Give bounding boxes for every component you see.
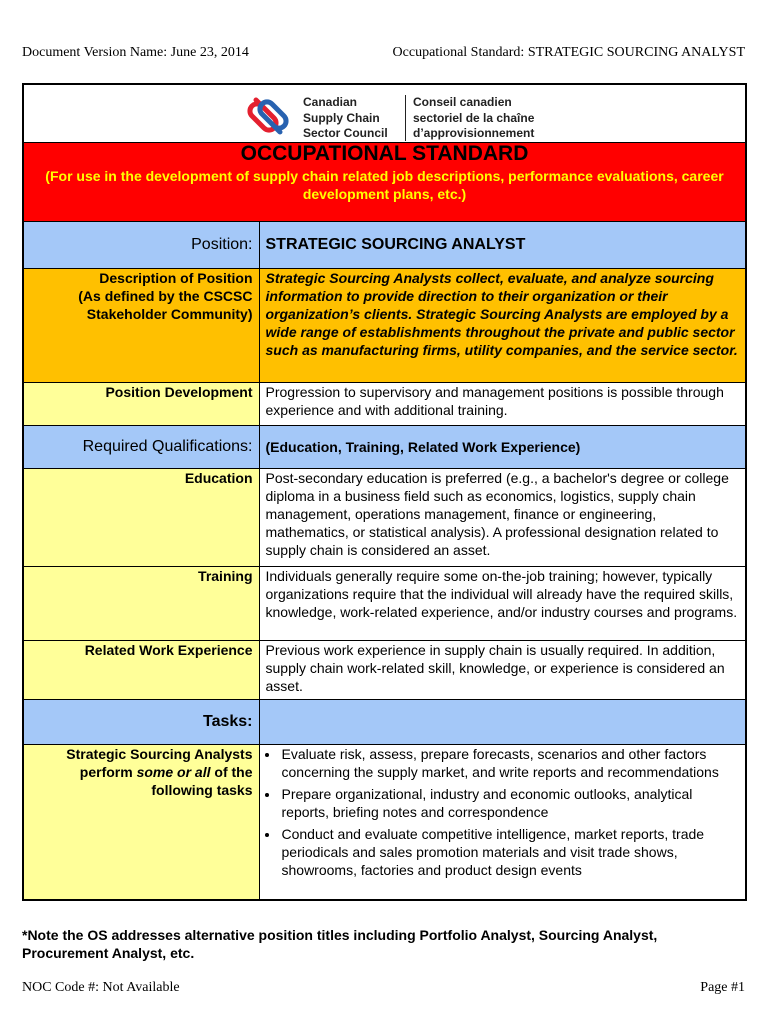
development-label: Position Development	[23, 383, 259, 426]
council-name-fr-line: sectoriel de la chaîne	[413, 110, 535, 125]
footer-page-number: Page #1	[700, 980, 745, 995]
council-name-fr-line: Conseil canadien	[413, 95, 512, 109]
education-label: Education	[23, 469, 259, 567]
work-experience-label: Related Work Experience	[23, 641, 259, 700]
required-qualifications-label: Required Qualifications:	[23, 426, 259, 469]
header-occupational-standard: Occupational Standard: STRATEGIC SOURCING ANALYST	[392, 45, 745, 60]
alternative-titles-note: *Note the OS addresses alternative position titles including Portfolio Analyst, Sourcing Analyst, Procurement Analyst, etc.	[22, 927, 658, 961]
tasks-value	[259, 700, 746, 745]
task-list	[266, 745, 740, 879]
task-item: • Evaluate risk, assess, prepare forecasts, scenarios and other factors concerning the supply market, and write reports and recommendations	[280, 745, 740, 781]
training-row	[23, 567, 746, 641]
position-row	[23, 222, 746, 269]
council-name-en-line: Supply Chain	[303, 110, 380, 125]
council-name-en-line: Sector Council	[303, 126, 388, 140]
required-qualifications-row	[23, 426, 746, 469]
required-qualifications-value: (Education, Training, Related Work Experience)	[259, 426, 746, 469]
development-value: Progression to supervisory and management positions is possible through experience and with additional training.	[259, 383, 746, 426]
task-item: • Prepare organizational, industry and economic outlooks, analytical reports, briefing notes and correspondence	[280, 785, 740, 821]
task-list-label-emphasis: some or all	[136, 764, 211, 780]
footer-noc-code: NOC Code #: Not Available	[22, 980, 180, 995]
banner-subtitle: (For use in the development of supply chain related job descriptions, performance evaluations, career development plans, etc.)	[45, 168, 724, 202]
header-document-version: Document Version Name: June 23, 2014	[22, 45, 249, 60]
task-list-label	[23, 745, 259, 901]
task-list-value	[259, 745, 746, 901]
description-label	[23, 269, 259, 383]
description-label-title: Description of Position	[99, 270, 253, 286]
council-name-french	[413, 95, 534, 142]
tasks-row	[23, 700, 746, 745]
description-label-note: (As defined by the CSCSC Stakeholder Community)	[78, 288, 253, 322]
education-value: Post-secondary education is preferred (e.g., a bachelor's degree or college diploma in a business field such as economics, logistics, supply chain management, operations management, finance or engineering, mathematics, or statistical analysis). A professional designation related to supply chain is considered an asset.	[259, 469, 746, 567]
banner-row	[23, 143, 746, 222]
task-list-label-b: of the following tasks	[151, 764, 253, 798]
work-experience-value: Previous work experience in supply chain is usually required. In addition, supply chain work-related skill, knowledge, or experience is considered an asset.	[259, 641, 746, 700]
occupational-standard-table	[22, 83, 747, 901]
council-name-en-line: Canadian	[303, 95, 358, 109]
council-logo	[30, 85, 739, 142]
training-label: Training	[23, 567, 259, 641]
description-value: Strategic Sourcing Analysts collect, evaluate, and analyze sourcing information to provide direction to their organization or their organization’s clients. Strategic Sourcing Analysts are employed by a wide range of establishments throughout the private and public sector such as manufacturing firms, utility companies, and the service sector.	[259, 269, 746, 383]
training-value: Individuals generally require some on-the-job training; however, typically organizations require that the individual will already have the required skills, knowledge, work-related experience, and/or industry courses and programs.	[259, 567, 746, 641]
position-label: Position:	[23, 222, 259, 269]
position-value: STRATEGIC SOURCING ANALYST	[259, 222, 746, 269]
work-experience-row	[23, 641, 746, 700]
task-item: • Conduct and evaluate competitive intelligence, market reports, trade periodicals and sales promotion materials and visit trade shows, showrooms, factories and product design events	[280, 825, 740, 879]
task-list-row	[23, 745, 746, 901]
logo-divider	[405, 95, 406, 141]
council-name-english	[303, 95, 388, 142]
logo-row	[23, 84, 746, 143]
banner-title: OCCUPATIONAL STANDARD	[240, 142, 529, 165]
tasks-label: Tasks:	[23, 700, 259, 745]
task-list-label-a: Strategic Sourcing Analysts perform	[66, 746, 253, 780]
council-name-fr-line: d’approvisionnement	[413, 126, 535, 140]
description-row	[23, 269, 746, 383]
education-row	[23, 469, 746, 567]
development-row	[23, 383, 746, 426]
council-logo-icon	[244, 92, 292, 140]
